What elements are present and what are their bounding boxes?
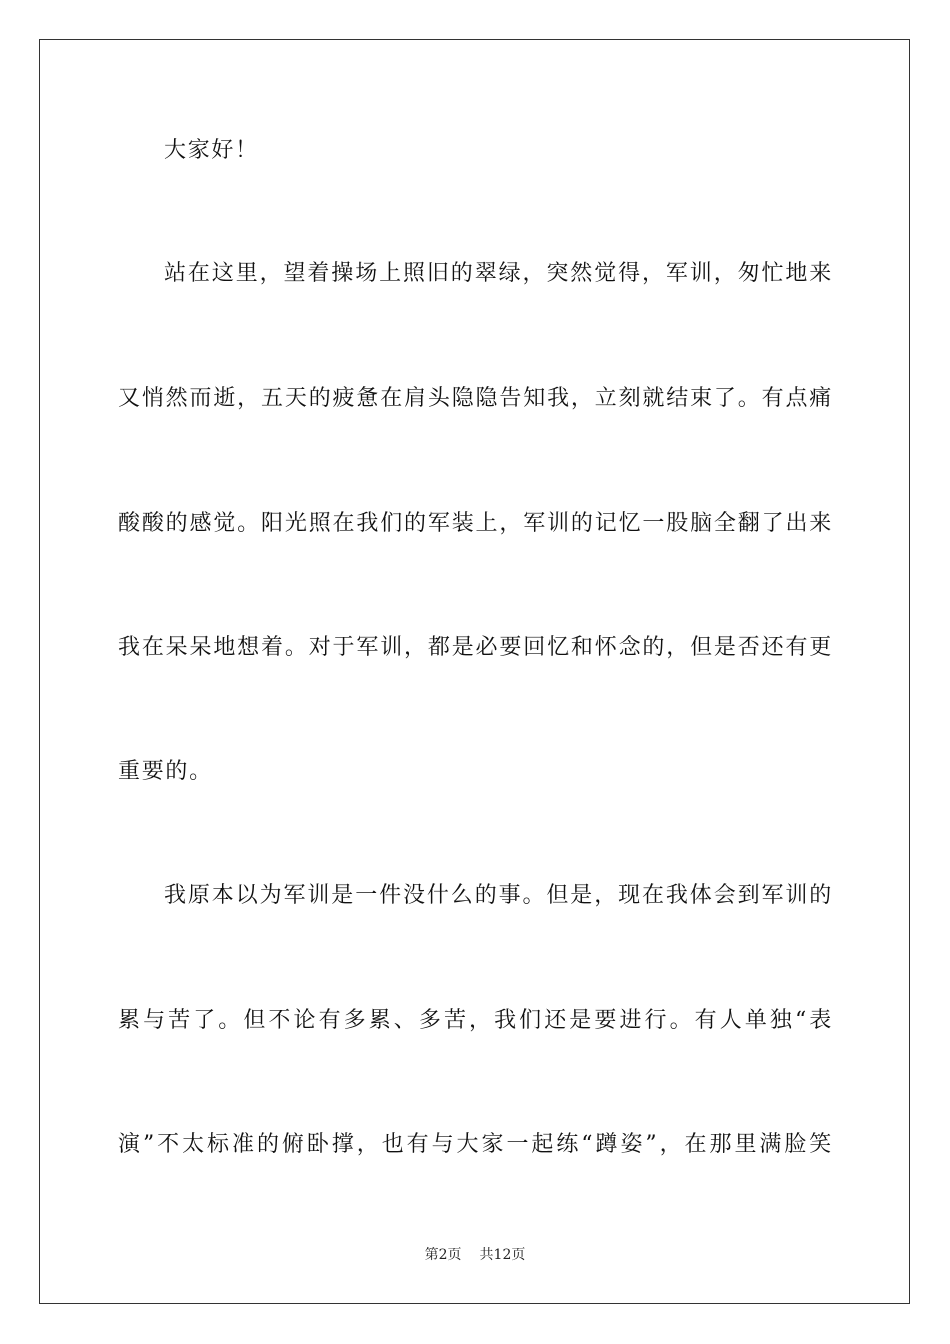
paragraph-2-line-3: 演”不太标准的俯卧撑，也有与大家一起练“蹲姿”，在那里满脸笑 — [118, 1132, 833, 1157]
greeting-line: 大家好！ — [164, 138, 259, 163]
paragraph-1-line-2: 又悄然而逝，五天的疲惫在肩头隐隐告知我，立刻就结束了。有点痛 — [118, 386, 833, 411]
page-footer — [0, 1246, 950, 1264]
paragraph-1-line-5: 重要的。 — [118, 759, 213, 784]
paragraph-2-line-1: 我原本以为军训是一件没什么的事。但是，现在我体会到军训的 — [164, 883, 833, 908]
paragraph-2-line-2: 累与苦了。但不论有多累、多苦，我们还是要进行。有人单独“表 — [118, 1008, 833, 1033]
page-number: 第2页 — [424, 1247, 462, 1263]
paragraph-1-line-4: 我在呆呆地想着。对于军训，都是必要回忆和怀念的，但是否还有更 — [118, 635, 833, 660]
paragraph-1-line-1: 站在这里，望着操场上照旧的翠绿，突然觉得，军训，匆忙地来 — [164, 261, 833, 286]
page-border — [39, 39, 910, 1304]
total-pages: 共12页 — [479, 1247, 526, 1263]
paragraph-1-line-3: 酸酸的感觉。阳光照在我们的军装上，军训的记忆一股脑全翻了出来 — [118, 511, 833, 536]
